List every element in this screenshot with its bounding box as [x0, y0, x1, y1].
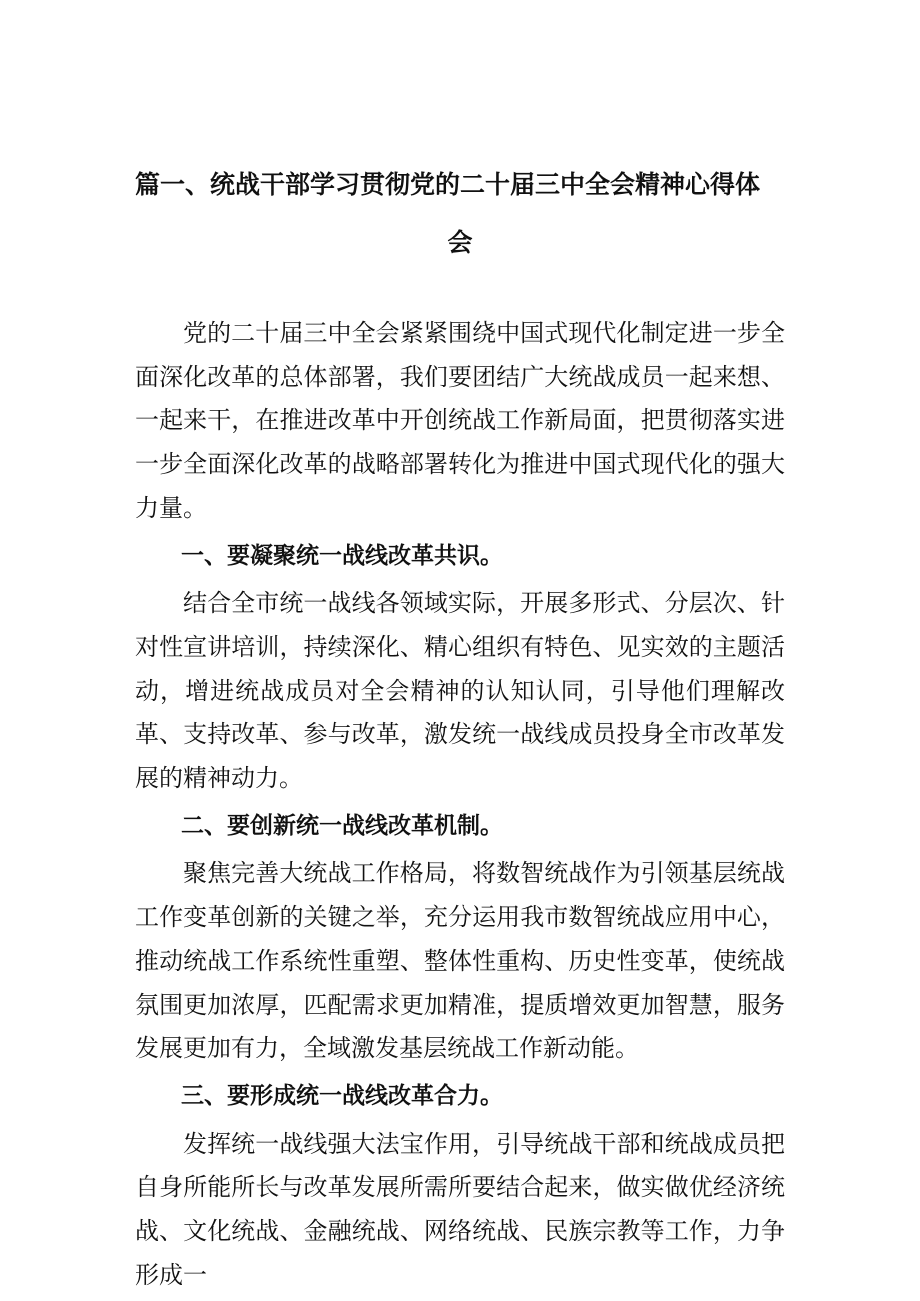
section-3-heading: 三、要形成统一战线改革合力。: [181, 1082, 503, 1109]
section-3-paragraph: 发挥统一战线强大法宝作用，引导统战干部和统战成员把自身所能所长与改革发展所需所要结合起来，做实做优经济统战、文化统战、金融统战、网络统战、民族宗教等工作，力争形成一: [135, 1129, 785, 1289]
title-line-1: 篇一、统战干部学习贯彻党的二十届三中全会精神心得体: [135, 170, 761, 199]
intro-paragraph: 党的二十届三中全会紧紧围绕中国式现代化制定进一步全面深化改革的总体部署，我们要团结广大统战成员一起来想、一起来干，在推进改革中开创统战工作新局面，把贯彻落实进一步全面深化改革的战略部署转化为推进中国式现代化的强大力量。: [135, 319, 785, 522]
section-1-heading: 一、要凝聚统一战线改革共识。: [181, 542, 503, 569]
section-2-heading: 二、要创新统一战线改革机制。: [181, 812, 503, 839]
document-body: [135, 312, 785, 1297]
section-2-paragraph: 聚焦完善大统战工作格局，将数智统战作为引领基层统战工作变革创新的关键之举，充分运用我市数智统战应用中心，推动统战工作系统性重塑、整体性重构、历史性变革，使统战氛围更加浓厚，匹配需求更加精准，提质增效更加智慧，服务发展更加有力，全域激发基层统战工作新动能。: [135, 859, 785, 1063]
section-1-paragraph: 结合全市统一战线各领域实际，开展多形式、分层次、针对性宣讲培训，持续深化、精心组织有特色、见实效的主题活动，增进统战成员对全会精神的认知认同，引导他们理解改革、支持改革、参与改革，激发统一战线成员投身全市改革发展的精神动力。: [135, 589, 785, 793]
title-line-2: 会: [447, 228, 473, 257]
document-title: [135, 156, 785, 272]
